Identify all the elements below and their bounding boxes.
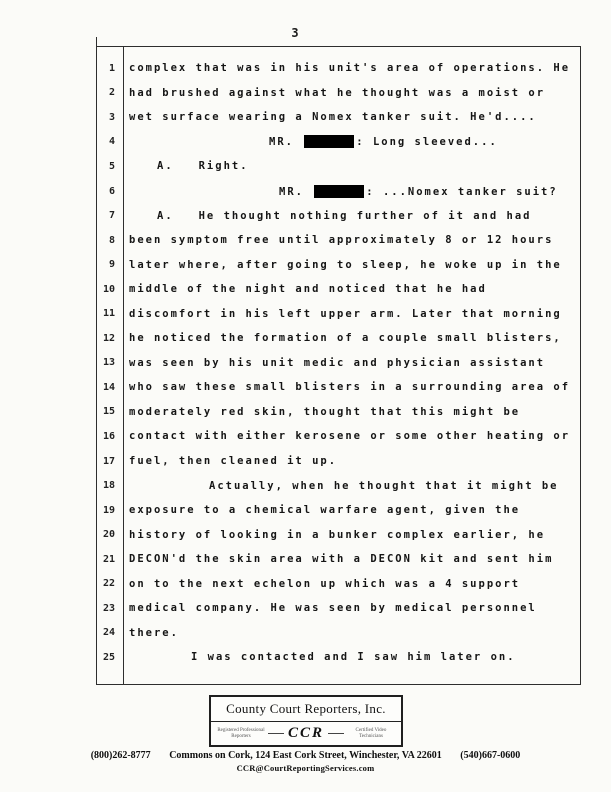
line-number: 10 xyxy=(102,283,115,295)
transcript-line xyxy=(97,81,580,106)
transcript-line xyxy=(97,449,580,474)
transcript-line xyxy=(97,301,580,326)
flourish-right xyxy=(328,733,344,734)
transcript-line xyxy=(97,130,580,155)
phone-left: (800)262-8777 xyxy=(90,750,151,761)
line-text: there. xyxy=(129,626,179,639)
line-number: 11 xyxy=(102,308,115,320)
line-text: on to the next echelon up which was a 4 support xyxy=(129,577,521,590)
transcript-line xyxy=(97,400,580,425)
scan-corner-tick xyxy=(96,37,97,46)
transcript-line xyxy=(97,621,580,646)
line-number: 4 xyxy=(108,136,115,148)
transcript-line xyxy=(97,547,580,572)
transcript-line xyxy=(97,351,580,376)
line-text: medical company. He was seen by medical personnel xyxy=(129,602,537,615)
transcript-lines xyxy=(97,56,580,670)
ccr-monogram xyxy=(268,725,344,742)
reporter-logo-box xyxy=(209,695,403,747)
line-text: wet surface wearing a Nomex tanker suit. He'd.... xyxy=(129,111,537,124)
reporter-company-name: County Court Reporters, Inc. xyxy=(226,701,386,716)
line-number: 23 xyxy=(102,602,115,614)
line-number: 7 xyxy=(108,210,115,222)
transcript-box xyxy=(96,46,581,685)
line-text: exposure to a chemical warfare agent, given the xyxy=(129,504,521,517)
redaction-box xyxy=(314,185,364,198)
transcript-line xyxy=(97,473,580,498)
line-number: 14 xyxy=(102,381,115,393)
left-credential-text: Registered Professional Reporters xyxy=(217,727,265,739)
line-text: middle of the night and noticed that he had xyxy=(129,283,487,296)
line-number: 15 xyxy=(102,406,115,418)
line-number: 20 xyxy=(102,529,115,541)
page-number: 3 xyxy=(291,26,300,40)
line-text: moderately red skin, thought that this might be xyxy=(129,405,521,418)
transcript-line xyxy=(97,277,580,302)
line-text: fuel, then cleaned it up. xyxy=(129,455,338,468)
redaction-box xyxy=(304,135,354,148)
transcript-line xyxy=(97,203,580,228)
ccr-initials: CCR xyxy=(287,725,324,741)
line-text: MR. : Long sleeved... xyxy=(269,136,498,149)
line-number: 5 xyxy=(108,160,115,172)
transcript-line xyxy=(97,154,580,179)
line-text: A. Right. xyxy=(157,160,249,173)
line-text: complex that was in his unit's area of operations. He xyxy=(129,62,571,75)
line-number: 21 xyxy=(102,553,115,565)
transcript-line xyxy=(97,228,580,253)
line-text: DECON'd the skin area with a DECON kit and sent him xyxy=(129,553,554,566)
line-text: MR. : ...Nomex tanker suit? xyxy=(279,185,558,198)
transcript-line xyxy=(97,105,580,130)
transcript-line xyxy=(97,596,580,621)
line-text: was seen by his unit medic and physician assistant xyxy=(129,356,546,369)
line-number: 25 xyxy=(102,651,115,663)
line-number: 19 xyxy=(102,504,115,516)
transcript-line xyxy=(97,375,580,400)
line-text: had brushed against what he thought was a moist or xyxy=(129,86,546,99)
transcript-line xyxy=(97,522,580,547)
line-text: A. He thought nothing further of it and had xyxy=(157,209,532,222)
line-number: 8 xyxy=(108,234,115,246)
line-number: 9 xyxy=(108,259,115,271)
flourish-left xyxy=(268,733,284,734)
street-address: Commons on Cork, 124 East Cork Street, Winchester, VA 22601 xyxy=(169,750,442,761)
transcript-line xyxy=(97,326,580,351)
line-text: discomfort in his left upper arm. Later that morning xyxy=(129,307,562,320)
line-text: he noticed the formation of a couple small blisters, xyxy=(129,332,562,345)
reporter-email: CCR@CourtReportingServices.com xyxy=(236,763,375,773)
transcript-line xyxy=(97,498,580,523)
line-number: 16 xyxy=(102,430,115,442)
right-credential-text: Certified Video Technicians xyxy=(355,727,387,739)
line-text: later where, after going to sleep, he woke up in the xyxy=(129,258,562,271)
phone-right: (540)667-0600 xyxy=(460,750,521,761)
line-number: 13 xyxy=(102,357,115,369)
line-number: 12 xyxy=(102,332,115,344)
line-number: 18 xyxy=(102,480,115,492)
line-number: 2 xyxy=(108,87,115,99)
transcript-line xyxy=(97,179,580,204)
line-number: 3 xyxy=(108,111,115,123)
line-text: history of looking in a bunker complex earlier, he xyxy=(129,528,546,541)
transcript-line xyxy=(97,645,580,670)
line-text: contact with either kerosene or some other heating or xyxy=(129,430,571,443)
line-number: 6 xyxy=(108,185,115,197)
line-text: Actually, when he thought that it might be xyxy=(209,479,559,492)
transcript-line xyxy=(97,571,580,596)
line-text: who saw these small blisters in a surrounding area of xyxy=(129,381,571,394)
line-number: 1 xyxy=(108,62,115,74)
line-number: 17 xyxy=(102,455,115,467)
transcript-line xyxy=(97,424,580,449)
line-number: 22 xyxy=(102,578,115,590)
contact-line xyxy=(0,750,611,761)
line-text: been symptom free until approximately 8 or 12 hours xyxy=(129,234,554,247)
line-text: I was contacted and I saw him later on. xyxy=(191,651,516,664)
line-number: 24 xyxy=(102,627,115,639)
transcript-line xyxy=(97,252,580,277)
transcript-line xyxy=(97,56,580,81)
